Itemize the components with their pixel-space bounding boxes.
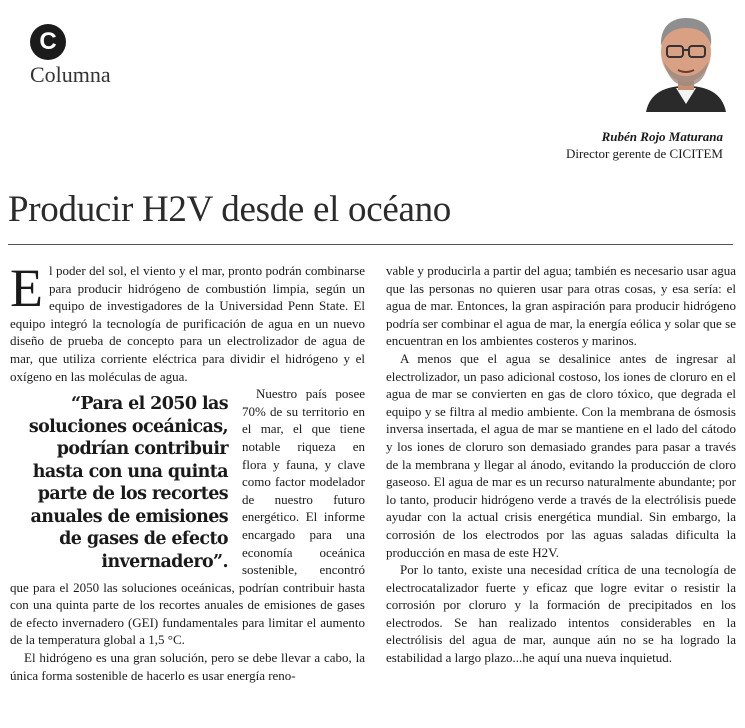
paragraph-2: Nuestro país posee 70% de su territorio en el mar, el que tiene notable riqueza en flora y fauna, y clave como factor modelador de nuestro futuro energético. El informe encargado para una economía oceánica sostenible, encontró que para el 2050 las soluciones oceánicas, podrían contribuir hasta con una quinta parte de los recortes anuales de emisiones de gases de efecto invernadero (GEI) fundamentales para limitar el aumento de la temperatura global a 1,5 °C.	[10, 386, 365, 648]
pull-quote: “Para el 2050 las soluciones oceánicas, podrían contribuir hasta con una quinta parte de los recortes anuales de emisiones de gases de efecto invernadero”.	[28, 394, 228, 572]
title-divider	[8, 244, 733, 245]
article-column-2	[386, 262, 736, 722]
drop-cap: E	[10, 258, 43, 318]
paragraph-3-start: El hidrógeno es una gran solución, pero se debe llevar a cabo, la única forma sostenible de hacerlo es usar energía reno-	[10, 650, 365, 683]
section-label: Columna	[30, 62, 111, 87]
author-name: Rubén Rojo Maturana	[601, 129, 723, 144]
author-block	[566, 128, 723, 162]
author-role: Director gerente de CICITEM	[565, 146, 723, 161]
paragraph-3-continued: vable y producirla a partir del agua; también es necesario usar agua que las personas no quieren usar para otras cosas, y esa sería: el agua de mar. Entonces, la gran aspiración para producir hidrógeno podría ser combinar el agua de mar, la energía eólica y solar que se encuentran en los ambientes costeros y marinos.	[386, 263, 736, 349]
paragraph-5: Por lo tanto, existe una necesidad crítica de una tecnología de electrocatalizador fuerte y eficaz que logre evitar o resistir la corrosión por cloruro y la formación de precipitados en los electrodos. Se han realizado intentos considerables en la electrólisis del agua de mar, aunque aún no se ha logrado la estabilidad a largo plazo...he aquí una nueva inquietud.	[386, 562, 736, 666]
paragraph-1: l poder del sol, el viento y el mar, pronto podrán combinarse para producir hidrógeno de combustión limpia, según un equipo de investigadores de la Universidad Penn State. El equipo integró la tecnología de purificación de agua en un nuevo diseño de prueba de concepto para un electrolizador de agua de mar, que utiliza corriente eléctrica para dividir el hidrógeno y el oxígeno en las moléculas de agua.	[10, 263, 365, 384]
column-badge: C	[30, 24, 66, 60]
paragraph-4: A menos que el agua se desalinice antes de ingresar al electrolizador, un paso adicional costoso, los iones de cloruro en el agua de mar se convierten en gas de cloro tóxico, que degrada el equipo y se filtra al medio ambiente. Con la membrana de ósmosis inversa insertada, el agua de mar se mantiene en el lado del cátodo y los iones de cloruro son demasiado grandes para pasar a través de la membrana y llegar al ánodo, evitando la producción de cloro gaseoso. El agua de mar es un recurso naturalmente abundante; por lo tanto, producir hidrógeno verde a través de la electrólisis puede ayudar con la actual crisis energética mundial. Sin embargo, la corrosión de los electrodos por las aguas saladas dificulta la producción en masa de este H2V.	[386, 350, 736, 560]
article-title: Producir H2V desde el océano	[8, 189, 452, 230]
author-photo	[640, 8, 732, 112]
article-column-1	[10, 258, 365, 722]
